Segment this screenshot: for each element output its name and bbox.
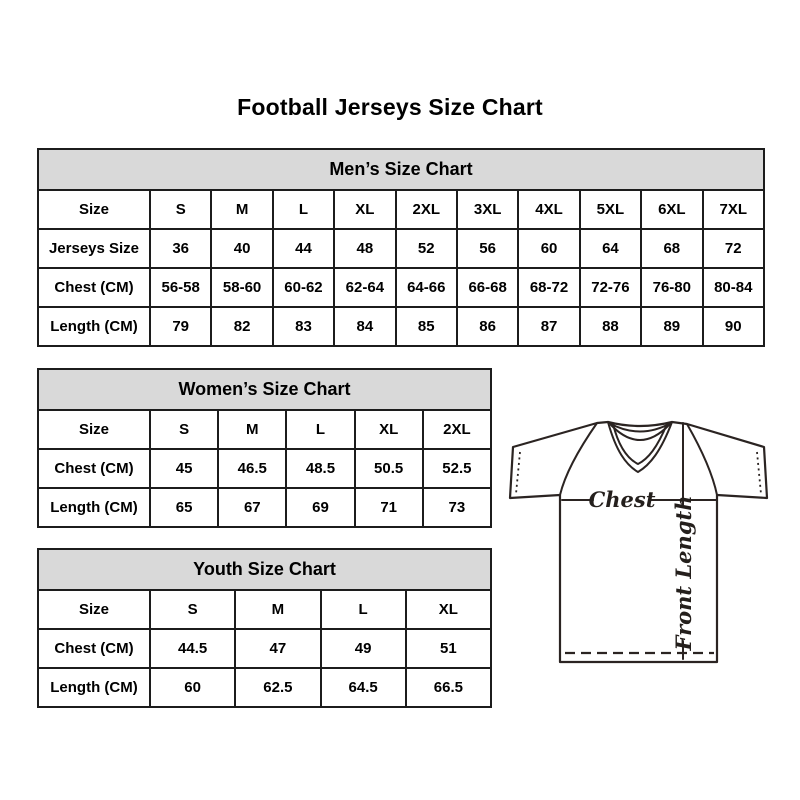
table-title: Women’s Size Chart	[38, 369, 491, 410]
table-row	[38, 590, 491, 629]
cell-value: 56	[457, 229, 518, 268]
table-row	[38, 268, 764, 307]
cell-value: 90	[703, 307, 764, 346]
mens-size-chart-section	[37, 148, 765, 347]
table-title: Men’s Size Chart	[38, 149, 764, 190]
mens-size-table	[37, 148, 765, 347]
cell-value: 49	[321, 629, 406, 668]
cell-value: 51	[406, 629, 491, 668]
cell-value: S	[150, 190, 211, 229]
jersey-outline-shape	[510, 422, 767, 662]
cell-value: M	[211, 190, 272, 229]
row-label: Jerseys Size	[38, 229, 150, 268]
cell-value: 73	[423, 488, 491, 527]
cell-value: 44	[273, 229, 334, 268]
cell-value: L	[273, 190, 334, 229]
cell-value: 64-66	[396, 268, 457, 307]
cell-value: 60	[518, 229, 579, 268]
cell-value: 82	[211, 307, 272, 346]
cell-value: 64.5	[321, 668, 406, 707]
cell-value: 50.5	[355, 449, 423, 488]
cell-value: XL	[355, 410, 423, 449]
cell-value: 67	[218, 488, 286, 527]
table-title-row	[38, 369, 491, 410]
row-label: Chest (CM)	[38, 449, 150, 488]
row-label: Chest (CM)	[38, 268, 150, 307]
table-title: Youth Size Chart	[38, 549, 491, 590]
cell-value: 62.5	[235, 668, 320, 707]
cell-value: 88	[580, 307, 641, 346]
cell-value: 6XL	[641, 190, 702, 229]
cell-value: 87	[518, 307, 579, 346]
cell-value: 71	[355, 488, 423, 527]
cell-value: 68-72	[518, 268, 579, 307]
cell-value: 69	[286, 488, 354, 527]
cell-value: 66.5	[406, 668, 491, 707]
cell-value: 65	[150, 488, 218, 527]
table-title-row	[38, 149, 764, 190]
cell-value: 4XL	[518, 190, 579, 229]
table-row	[38, 229, 764, 268]
cell-value: 62-64	[334, 268, 395, 307]
cell-value: L	[286, 410, 354, 449]
womens-size-table	[37, 368, 492, 528]
cell-value: 46.5	[218, 449, 286, 488]
cell-value: 76-80	[641, 268, 702, 307]
cell-value: S	[150, 590, 235, 629]
cell-value: 52	[396, 229, 457, 268]
cell-value: 60-62	[273, 268, 334, 307]
cell-value: 80-84	[703, 268, 764, 307]
jersey-diagram	[505, 403, 772, 677]
cell-value: 72-76	[580, 268, 641, 307]
table-row	[38, 629, 491, 668]
cell-value: XL	[406, 590, 491, 629]
chest-measure-label: Chest	[588, 487, 656, 512]
cell-value: 58-60	[211, 268, 272, 307]
cell-value: XL	[334, 190, 395, 229]
cell-value: 7XL	[703, 190, 764, 229]
cell-value: 85	[396, 307, 457, 346]
page-title: Football Jerseys Size Chart	[237, 94, 543, 120]
cell-value: 45	[150, 449, 218, 488]
cell-value: 36	[150, 229, 211, 268]
table-row	[38, 410, 491, 449]
cell-value: 2XL	[423, 410, 491, 449]
womens-size-chart-section	[37, 368, 492, 528]
cell-value: L	[321, 590, 406, 629]
youth-size-table	[37, 548, 492, 708]
row-label: Chest (CM)	[38, 629, 150, 668]
cell-value: 5XL	[580, 190, 641, 229]
cell-value: M	[235, 590, 320, 629]
cell-value: 89	[641, 307, 702, 346]
cell-value: 83	[273, 307, 334, 346]
table-title-row	[38, 549, 491, 590]
table-row	[38, 668, 491, 707]
cell-value: S	[150, 410, 218, 449]
cell-value: 48.5	[286, 449, 354, 488]
table-row	[38, 488, 491, 527]
cell-value: M	[218, 410, 286, 449]
row-label: Size	[38, 410, 150, 449]
cell-value: 64	[580, 229, 641, 268]
table-row	[38, 190, 764, 229]
cell-value: 3XL	[457, 190, 518, 229]
table-row	[38, 307, 764, 346]
cell-value: 79	[150, 307, 211, 346]
cell-value: 56-58	[150, 268, 211, 307]
cell-value: 60	[150, 668, 235, 707]
row-label: Size	[38, 190, 150, 229]
table-row	[38, 449, 491, 488]
row-label: Length (CM)	[38, 668, 150, 707]
cell-value: 48	[334, 229, 395, 268]
row-label: Length (CM)	[38, 488, 150, 527]
cell-value: 52.5	[423, 449, 491, 488]
cell-value: 72	[703, 229, 764, 268]
front-length-measure-label: Front Length	[671, 495, 696, 651]
cell-value: 66-68	[457, 268, 518, 307]
cell-value: 68	[641, 229, 702, 268]
cell-value: 84	[334, 307, 395, 346]
cell-value: 2XL	[396, 190, 457, 229]
cell-value: 40	[211, 229, 272, 268]
row-label: Length (CM)	[38, 307, 150, 346]
cell-value: 47	[235, 629, 320, 668]
cell-value: 44.5	[150, 629, 235, 668]
youth-size-chart-section	[37, 548, 492, 708]
cell-value: 86	[457, 307, 518, 346]
row-label: Size	[38, 590, 150, 629]
